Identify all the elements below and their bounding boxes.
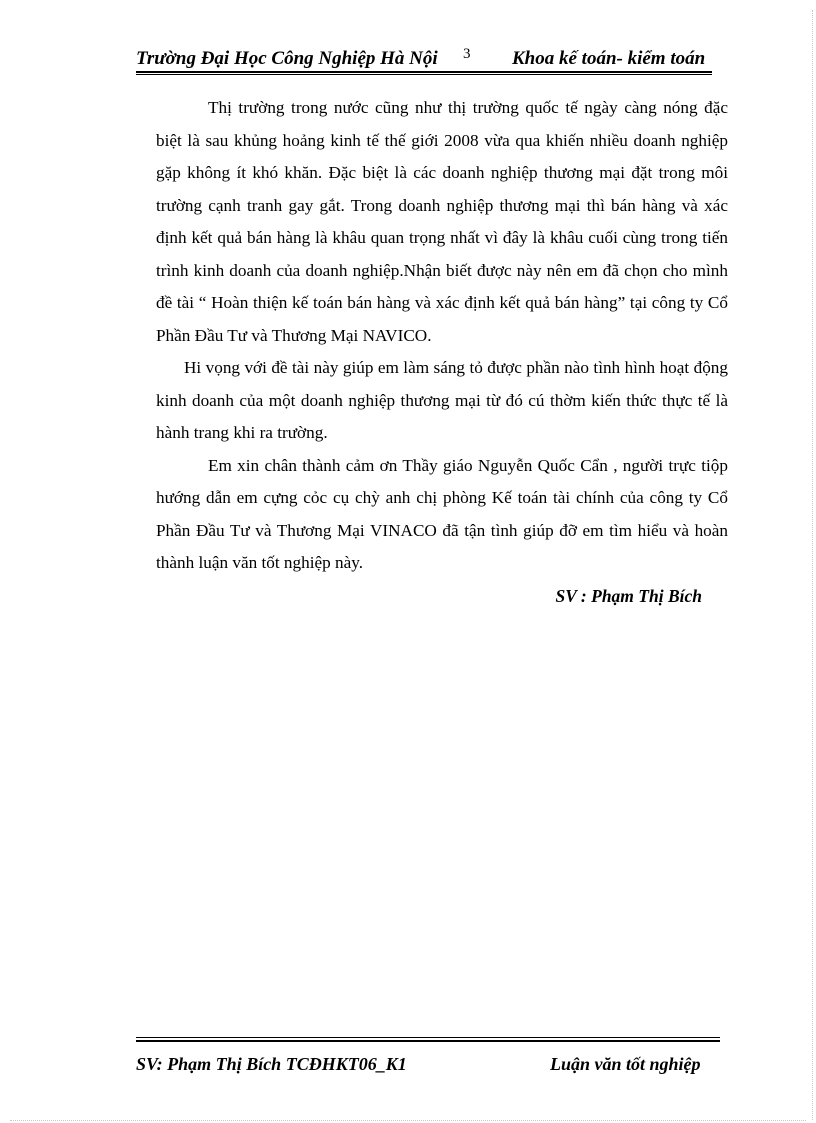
footer-doc-type: Luận văn tốt nghiệp [550, 1054, 701, 1074]
paragraph-intro: Thị trường trong nước cũng như thị trường quốc tế ngày càng nóng đặc biệt là sau khủng hoảng kinh tế thế giới 2008 vừa qua khiến nhiều doanh nghiệp gặp không ít khó khăn. Đặc biệt là các doanh nghiệp thương mại đặt trong môi trường cạnh tranh gay gắt. Trong doanh nghiệp thương mại thì bán hàng và xác định kết quả bán hàng là khâu quan trọng nhất vì đây là khâu cuối cùng trong tiến trình kinh doanh của doanh nghiệp.Nhận biết được này nên em đã chọn cho mình đề tài “ Hoàn thiện kế toán bán hàng và xác định kết quả bán hàng” tại công ty Cổ Phần Đầu Tư và Thương Mại NAVICO. [156, 98, 728, 345]
page-number: 3 [463, 46, 471, 62]
footer-student: SV: Phạm Thị Bích TCĐHKT06_K1 [136, 1054, 407, 1074]
page-border-dotted-right [812, 10, 813, 1120]
footer-rule-thin [136, 1037, 720, 1038]
body-text [156, 92, 728, 612]
footer-rule [136, 1040, 720, 1042]
paragraph-hope: Hi vọng với đề tài này giúp em làm sáng tỏ được phần nào tình hình hoạt động kinh doanh của một doanh nghiệp thương mại từ đó cú thờm kiến thức thực tế là hành trang khi ra trường. [156, 358, 728, 442]
page-header [136, 48, 712, 72]
paragraph-thanks: Em xin chân thành cảm ơn Thầy giáo Nguyễn Quốc Cẩn , người trực tiộp hướng dẫn em cựng cỏc cụ chỳ anh chị phòng Kế toán tài chính của công ty Cổ Phần Đầu Tư và Thương Mại VINACO đã tận tình giúp đỡ em tìm hiểu và hoàn thành luận văn tốt nghiệp này. [156, 455, 728, 572]
signature: SV : Phạm Thị Bích [555, 585, 702, 606]
header-rule [136, 71, 712, 73]
header-school: Trường Đại Học Công Nghiệp Hà Nội [136, 48, 438, 69]
header-faculty: Khoa kế toán- kiểm toán [512, 48, 706, 69]
page-border-dotted-bottom [10, 1120, 806, 1121]
header-rule-thin [136, 74, 712, 75]
